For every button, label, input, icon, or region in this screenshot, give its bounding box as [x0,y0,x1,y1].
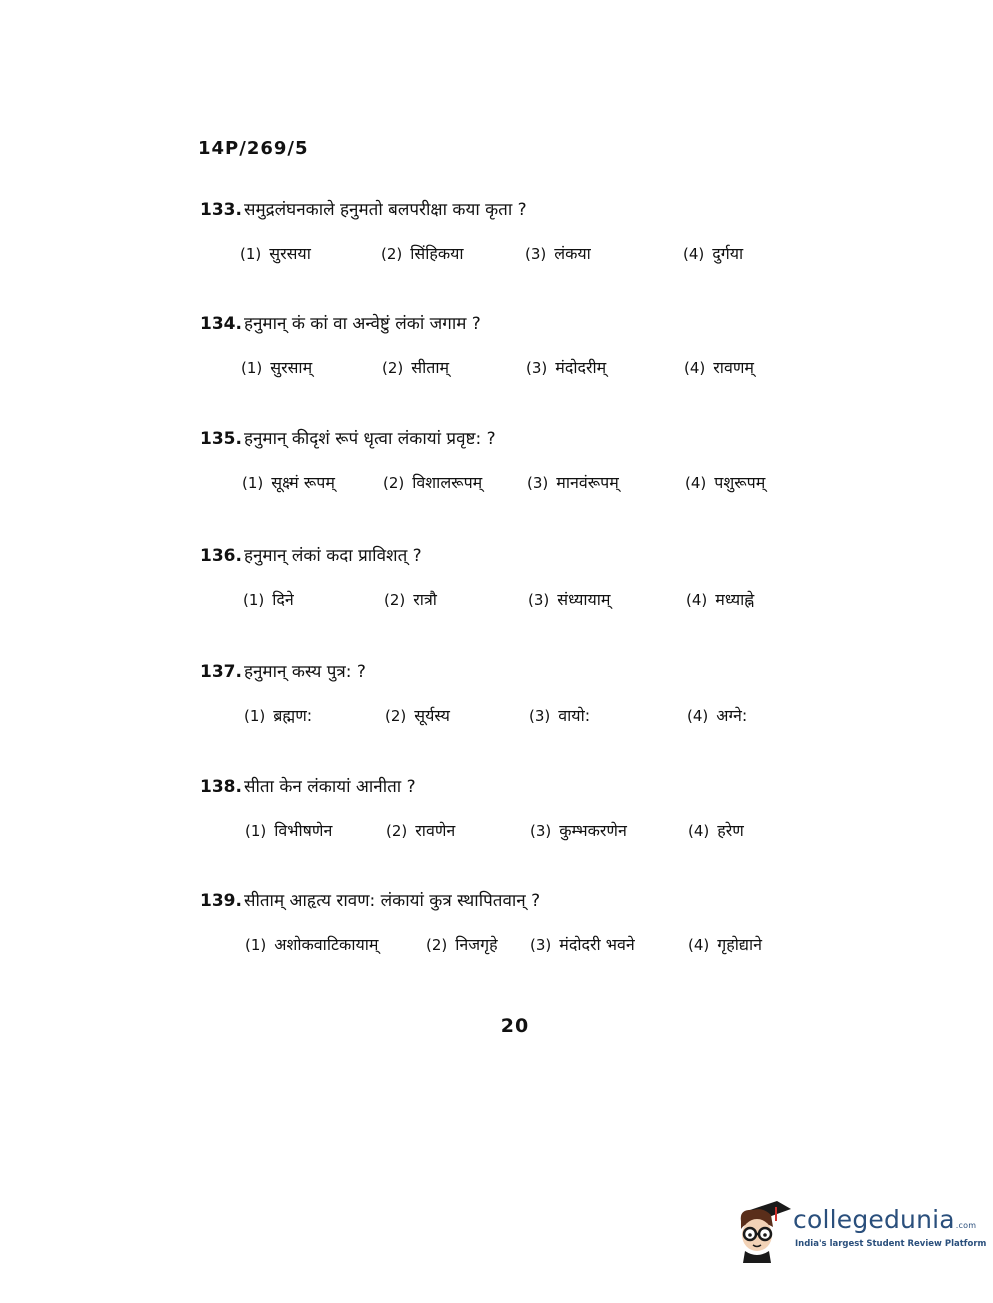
brand-name [793,1205,976,1234]
option-text: मानवंरूपम् [556,473,619,492]
option-text: सिंहिकया [410,244,464,263]
paper-code: 14P/269/5 [198,138,309,159]
option-text: सूर्यस्य [414,706,450,725]
option-number: (3) [530,936,552,954]
question-number: 135. [200,429,242,449]
option-text: विशालरूपम् [412,473,483,492]
option-number: (1) [242,474,264,492]
option-3 [528,588,611,610]
option-3 [529,704,590,726]
option-text: रावणम् [713,358,754,377]
option-number: (1) [244,707,266,725]
option-3 [530,819,627,841]
option-text: गृहोद्याने [717,935,763,954]
question-text: हनुमान् कीदृशं रूपं धृत्वा लंकायां प्रवृष्ट: ? [243,429,496,449]
option-3 [530,933,635,955]
option-text: हरेण [717,821,744,840]
question-number: 136. [200,546,242,566]
option-number: (3) [530,822,552,840]
question-stem [200,660,840,684]
option-text: सूक्ष्मं रूपम् [271,473,335,492]
option-number: (3) [527,474,549,492]
option-3 [527,471,619,493]
option-text: अग्ने: [716,706,748,725]
option-number: (4) [686,591,708,609]
option-number: (4) [685,474,707,492]
question-text: सीता केन लंकायां आनीता ? [243,777,416,797]
option-text: रावणेन [415,821,456,840]
option-number: (2) [385,707,407,725]
option-2 [381,242,464,264]
question-text: हनुमान् कं कां वा अन्वेष्टुं लंकां जगाम ? [243,314,481,334]
option-text: ब्रह्मण: [273,706,313,725]
option-number: (1) [243,591,265,609]
option-text: सुरसया [269,244,311,263]
option-text: कुम्भकरणेन [559,821,627,840]
brand-domain-suffix: .com [955,1221,977,1230]
question-number: 134. [200,314,242,334]
option-2 [386,819,455,841]
option-text: निजगृहे [455,935,498,954]
option-1 [245,819,332,841]
question-136 [200,544,840,616]
page-number: 20 [500,1015,530,1037]
options-list [200,704,840,732]
option-1 [242,471,335,493]
option-number: (4) [684,359,706,377]
option-number: (2) [384,591,406,609]
option-4 [686,588,754,610]
option-text: मध्याह्ने [715,590,755,609]
question-138 [200,775,840,847]
option-1 [241,356,312,378]
option-4 [688,933,762,955]
option-number: (1) [241,359,263,377]
question-stem [200,544,840,568]
option-text: सीताम् [411,358,450,377]
question-stem [200,312,840,336]
question-text: हनुमान् लंकां कदा प्राविशत् ? [243,546,422,566]
question-text: हनुमान् कस्य पुत्र: ? [243,662,366,682]
options-list [200,242,840,270]
option-text: मंदोदरी भवने [559,935,635,954]
option-number: (4) [687,707,709,725]
question-text: सीताम् आहृत्य रावण: लंकायां कुत्र स्थापितवान् ? [243,891,541,911]
question-stem [200,775,840,799]
question-135 [200,427,840,499]
options-list [200,356,840,384]
options-list [200,933,840,961]
option-number: (1) [245,936,267,954]
options-list [200,471,840,499]
option-1 [240,242,311,264]
option-number: (2) [386,822,408,840]
option-text: पशुरूपम् [714,473,766,492]
option-number: (2) [383,474,405,492]
option-number: (2) [381,245,403,263]
option-2 [426,933,498,955]
question-number: 137. [200,662,242,682]
option-text: वायो: [558,706,591,725]
option-2 [383,471,482,493]
option-number: (1) [240,245,262,263]
brand-name-text: collegedunia [793,1205,955,1234]
question-number: 138. [200,777,242,797]
question-number: 139. [200,891,242,911]
option-text: अशोकवाटिकायाम् [274,935,379,954]
options-list [200,819,840,847]
option-number: (1) [245,822,267,840]
option-text: दुर्गया [712,244,744,263]
question-stem [200,427,840,451]
option-text: संध्यायाम् [557,590,611,609]
option-text: सुरसाम् [270,358,313,377]
option-4 [684,356,754,378]
option-number: (2) [382,359,404,377]
option-number: (3) [528,591,550,609]
option-3 [525,242,591,264]
option-number: (3) [526,359,548,377]
question-stem [200,889,840,913]
question-stem [200,198,840,222]
question-137 [200,660,840,732]
option-text: दिने [272,590,294,609]
option-2 [384,588,437,610]
option-text: रात्रौ [413,590,437,609]
option-1 [245,933,378,955]
option-1 [244,704,312,726]
option-1 [243,588,294,610]
option-number: (3) [525,245,547,263]
option-2 [385,704,450,726]
option-number: (4) [688,822,710,840]
option-4 [688,819,744,841]
question-text: समुद्रलंघनकाले हनुमतो बलपरीक्षा कया कृता ? [243,200,527,220]
collegedunia-logo[interactable] [733,1195,987,1270]
option-4 [683,242,743,264]
question-133 [200,198,840,270]
options-list [200,588,840,616]
question-134 [200,312,840,384]
option-2 [382,356,449,378]
option-3 [526,356,606,378]
brand-tagline: India's largest Student Review Platform [795,1239,987,1249]
option-text: लंकया [554,244,591,263]
option-text: मंदोदरीम् [555,358,607,377]
option-number: (4) [688,936,710,954]
option-4 [687,704,747,726]
mascot-icon [733,1195,793,1265]
option-number: (2) [426,936,448,954]
option-text: विभीषणेन [274,821,333,840]
question-number: 133. [200,200,242,220]
option-number: (3) [529,707,551,725]
option-4 [685,471,765,493]
question-139 [200,889,840,961]
option-number: (4) [683,245,705,263]
